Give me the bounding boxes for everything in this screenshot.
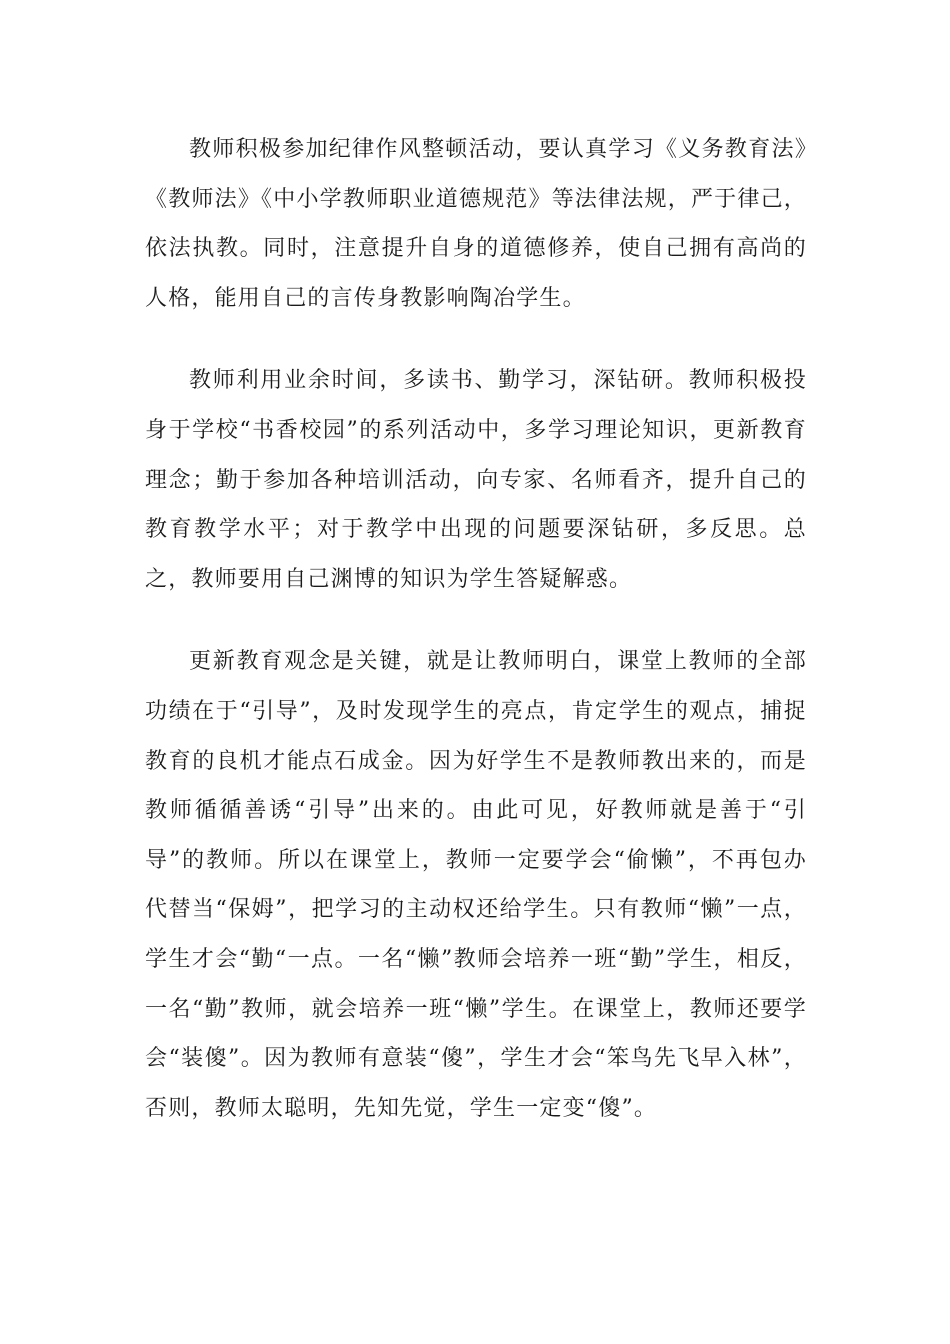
paragraph-3: 更新教育观念是关键，就是让教师明白，课堂上教师的全部功绩在于“引导”，及时发现学生的亮点，肯定学生的观点，捕捉教育的良机才能点石成金。因为好学生不是教师教出来的，而是教师循循善诱“引导”出来的。由此可见，好教师就是善于“引导”的教师。所以在课堂上，教师一定要学会“偷懒”，不再包办代替当“保姆”，把学习的主动权还给学生。只有教师“懒”一点，学生才会“勤“一点。一名“懒”教师会培养一班“勤”学生，相反，一名“勤”教师，就会培养一班“懒”学生。在课堂上，教师还要学会“装傻”。因为教师有意装“傻”，学生才会“笨鸟先飞早入林”，否则，教师太聪明，先知先觉，学生一定变“傻”。 [145, 649, 807, 1121]
paragraph-2: 教师利用业余时间，多读书、勤学习，深钻研。教师积极投身于学校“书香校园”的系列活动中，多学习理论知识，更新教育理念；勤于参加各种培训活动，向专家、名师看齐，提升自己的教育教学水平；对于教学中出现的问题要深钻研，多反思。总之，教师要用自己渊博的知识为学生答疑解惑。 [145, 368, 807, 592]
document-body [145, 125, 807, 1166]
paragraph-1: 教师积极参加纪律作风整顿活动，要认真学习《义务教育法》《教师法》《中小学教师职业道德规范》等法律法规，严于律己，依法执教。同时，注意提升自身的道德修养，使自己拥有高尚的人格，能用自己的言传身教影响陶冶学生。 [145, 137, 807, 311]
